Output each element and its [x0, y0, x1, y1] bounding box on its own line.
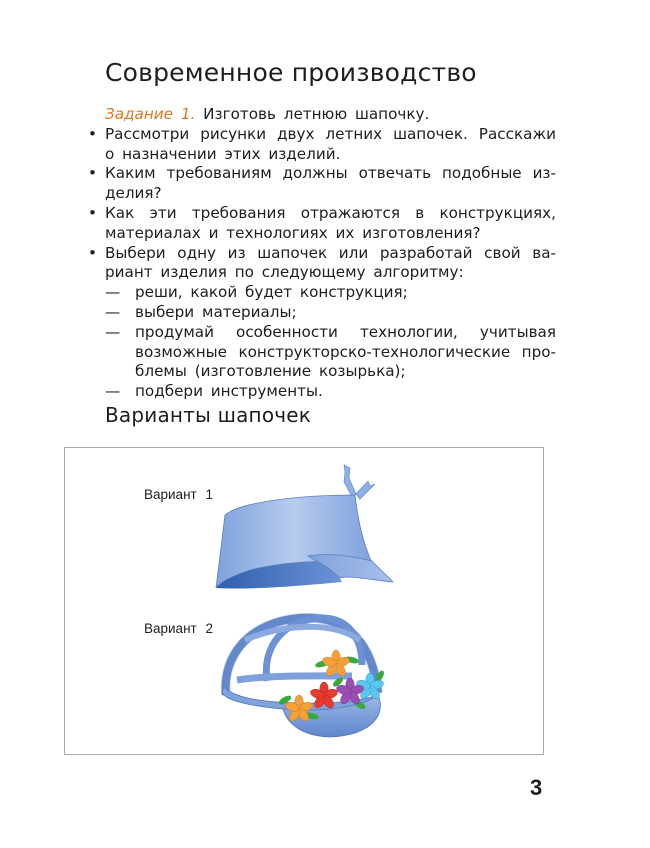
step-line: подбери инструменты.	[135, 382, 323, 401]
page-title: Современное производство	[105, 58, 477, 87]
variant-1-label: Вариант 1	[144, 487, 213, 502]
bullet-icon: •	[88, 243, 97, 262]
section-title: Варианты шапочек	[105, 403, 312, 427]
dash-icon: —	[105, 382, 121, 401]
bullet-line: делия?	[105, 184, 162, 203]
dash-icon: —	[105, 302, 121, 321]
step-line: возможные конструкторско-технологические про-	[135, 342, 556, 361]
task-label: Задание 1.	[105, 105, 196, 123]
bullet-line: материалах и технологиях их изготовления?	[105, 223, 481, 242]
dash-icon: —	[105, 283, 121, 302]
hat-variant-1	[216, 465, 393, 589]
bullet-icon: •	[88, 164, 97, 183]
step-line: выбери материалы;	[135, 302, 297, 321]
hat-variant-2	[222, 618, 386, 737]
bullet-icon: •	[88, 203, 97, 222]
bullet-line: Каким требованиям должны отвечать подобные из-	[105, 164, 556, 183]
bullet-line: Как эти требования отражаются в конструкциях,	[105, 203, 556, 222]
bullet-icon: •	[88, 124, 97, 143]
task-text: Изготовь летнюю шапочку.	[203, 105, 430, 123]
bullet-line: о назначении этих изделий.	[105, 144, 341, 163]
bullet-line: Выбери одну из шапочек или разработай свой ва-	[105, 243, 556, 262]
step-line: реши, какой будет конструкция;	[135, 283, 408, 302]
bullet-line: риант изделия по следующему алгоритму:	[105, 263, 464, 282]
dash-icon: —	[105, 322, 121, 341]
bullet-line: Рассмотри рисунки двух летних шапочек. Расскажи	[105, 124, 556, 143]
variant-2-label: Вариант 2	[144, 621, 213, 636]
step-line: продумай особенности технологии, учитывая	[135, 322, 556, 341]
page-number: 3	[530, 775, 543, 800]
step-line: блемы (изготовление козырька);	[135, 362, 406, 381]
